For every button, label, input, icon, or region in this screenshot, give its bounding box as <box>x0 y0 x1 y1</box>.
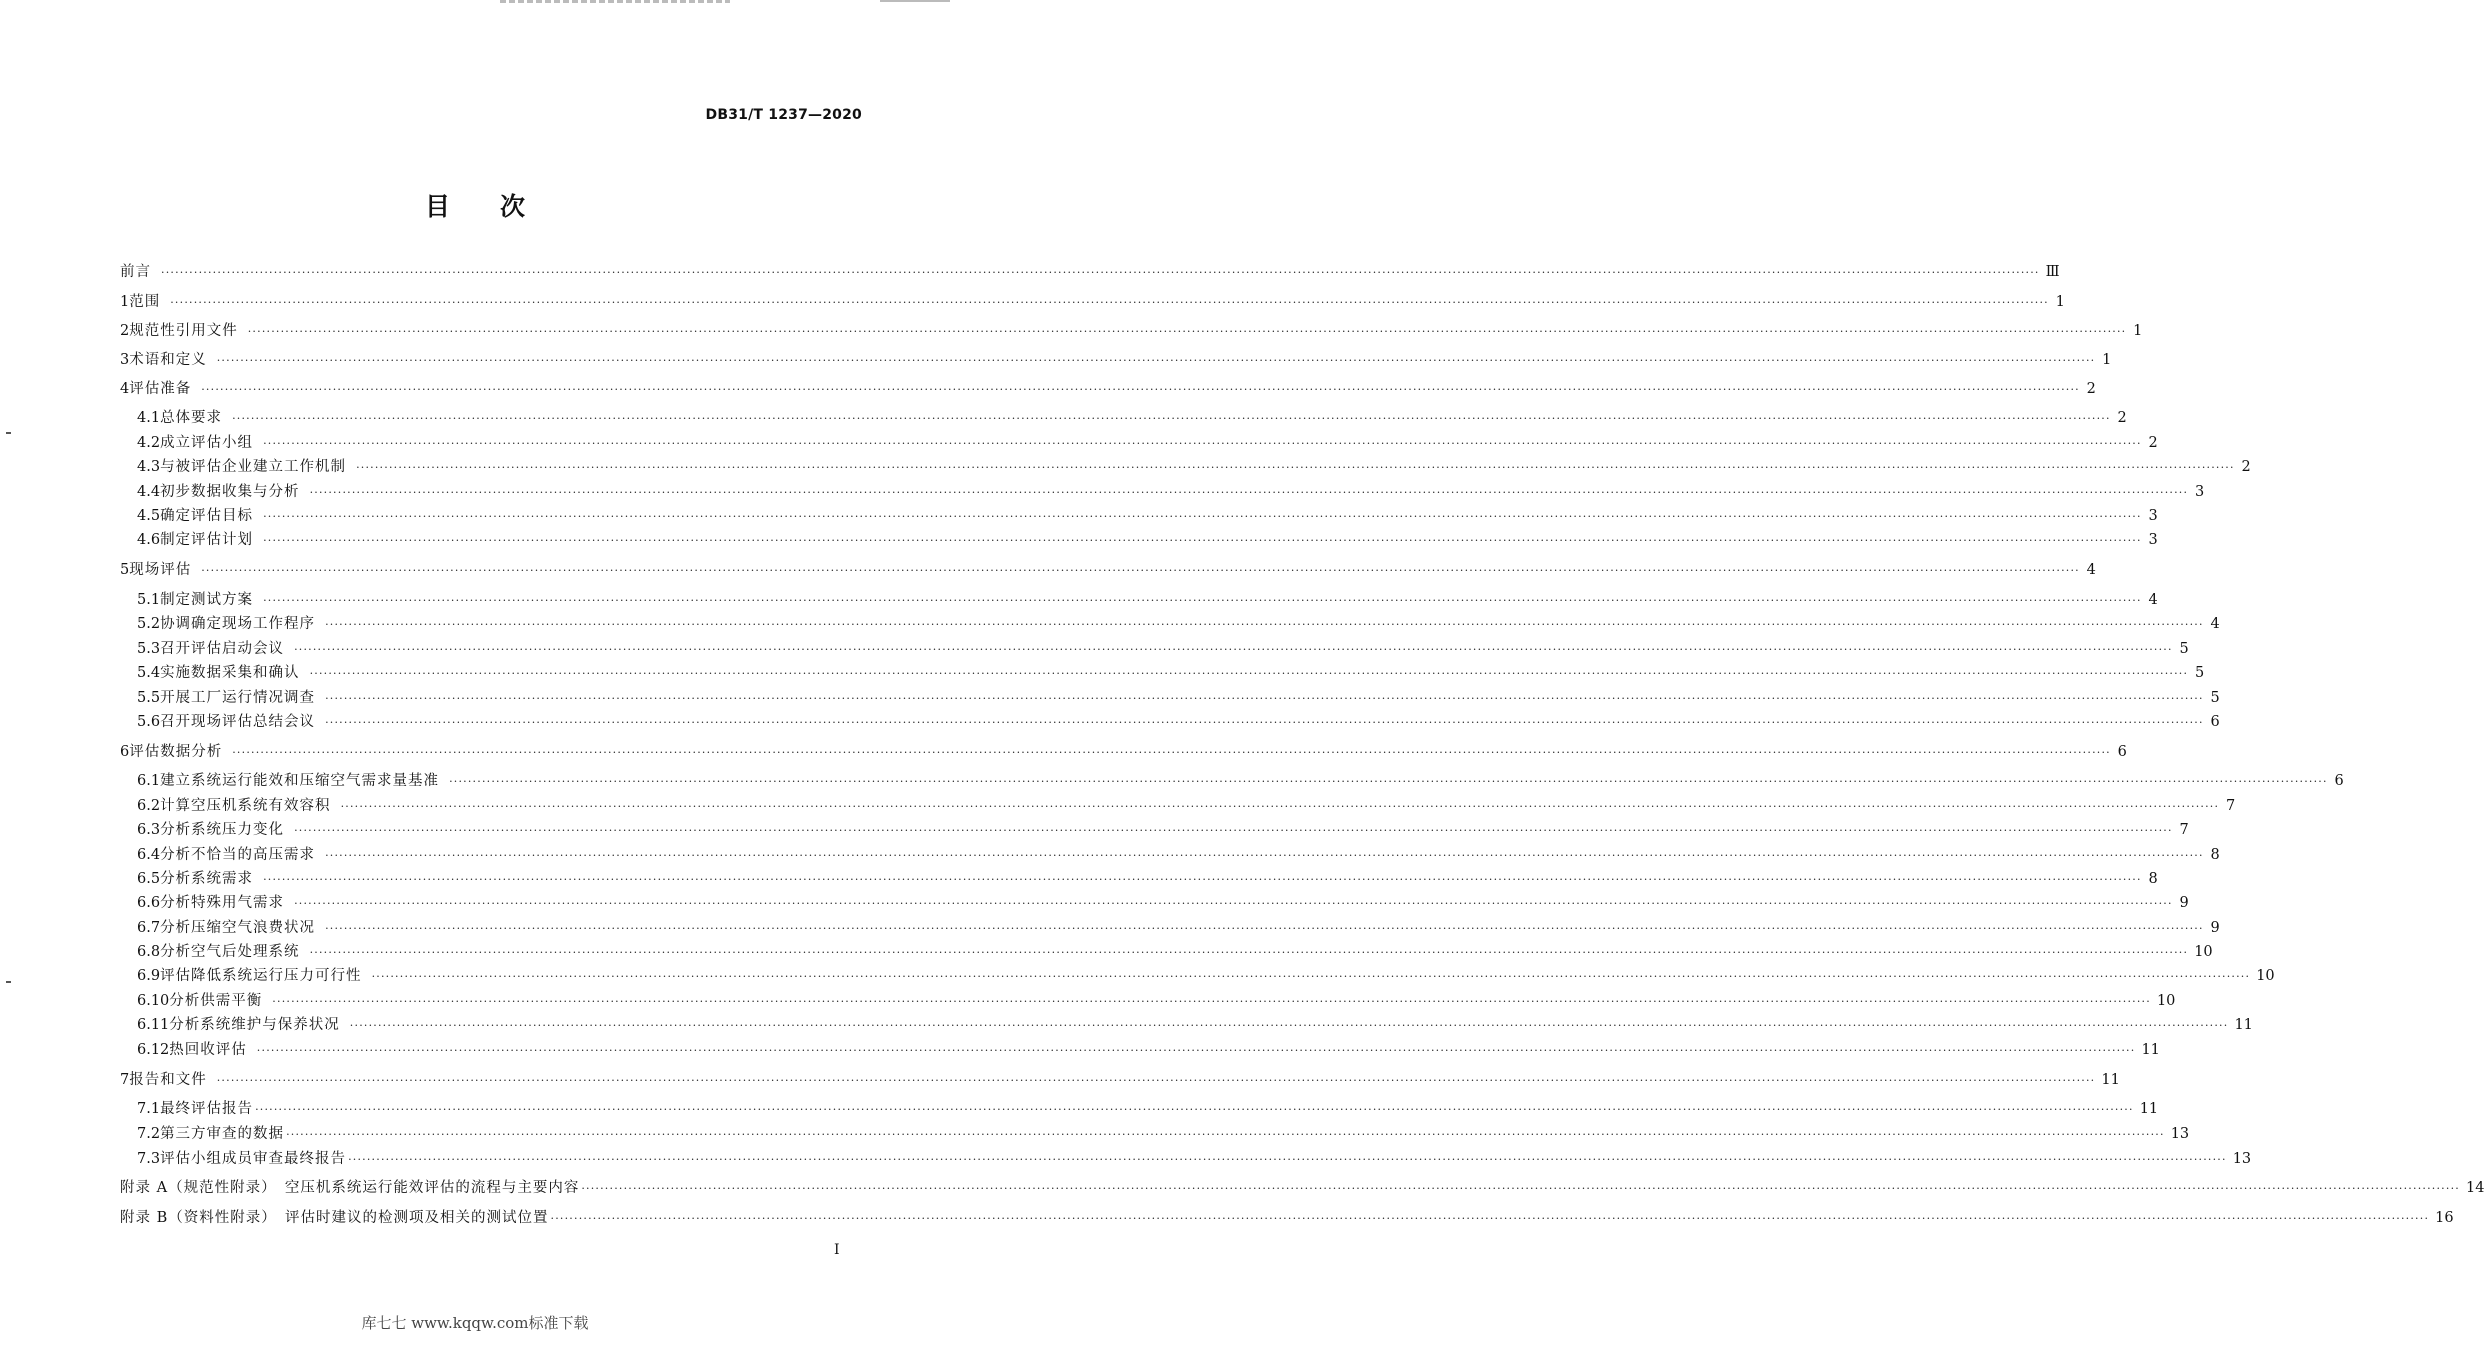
toc-entry-number: 6.5 <box>137 871 161 887</box>
toc-entry[interactable] <box>137 614 2220 634</box>
toc-entry-number: 5.6 <box>137 714 161 730</box>
footer-watermark: 库七七 www.kqqw.com标准下载 <box>361 1314 589 1332</box>
toc-entry-number: 4.4 <box>137 484 161 500</box>
toc-entry-label: 建立系统运行能效和压缩空气需求量基准 <box>160 773 440 789</box>
toc-entry[interactable] <box>137 457 2251 477</box>
toc-entry[interactable] <box>137 530 2158 550</box>
toc-leader-dots: ················································································································································································································································································································································································································ <box>325 849 2204 862</box>
toc-entry[interactable] <box>137 482 2205 502</box>
page-number: I <box>834 1242 840 1258</box>
toc-leader-dots: ················································································································································································································································································································································································································ <box>256 1044 2136 1057</box>
toc-entry[interactable] <box>137 991 2176 1011</box>
title-char: 目 <box>424 192 450 221</box>
toc-entry-page: 5 <box>2179 641 2189 657</box>
toc-entry-label: 范围 <box>129 294 161 310</box>
toc-entry-page: 4 <box>2086 562 2096 578</box>
toc-entry-page: 5 <box>2194 665 2205 681</box>
toc-entry-page: 4 <box>2210 616 2220 632</box>
toc-entry-number: 2 <box>120 323 130 339</box>
toc-entry-number: 6.9 <box>137 968 161 984</box>
toc-entry-page: 2 <box>2241 459 2251 475</box>
toc-entry[interactable] <box>120 379 2096 399</box>
toc-entry[interactable] <box>137 688 2220 708</box>
toc-entry-page: 11 <box>2101 1072 2120 1088</box>
toc-entry[interactable] <box>137 408 2127 428</box>
toc-entry-label: 制定测试方案 <box>160 592 254 608</box>
toc-entry-label: 分析压缩空气浪费状况 <box>160 920 316 936</box>
toc-entry[interactable] <box>120 350 2112 370</box>
toc-entry-label: 附录 B（资料性附录） 评估时建议的检测项及相关的测试位置 <box>120 1210 549 1226</box>
toc-entry-label: 分析系统维护与保养状况 <box>169 1017 340 1033</box>
toc-entry[interactable] <box>120 262 2060 282</box>
toc-entry-page: 4 <box>2148 592 2158 608</box>
toc-entry-page: 2 <box>2086 381 2096 397</box>
toc-entry-number: 5 <box>120 562 130 578</box>
toc-leader-dots: ················································································································································································································································································································································································································ <box>371 970 2251 983</box>
toc-leader-dots: ················································································································································································································································································································································································································ <box>325 716 2204 729</box>
toc-entry-page: 13 <box>2232 1151 2252 1167</box>
toc-entry-number: 6.6 <box>137 895 161 911</box>
toc-entry[interactable] <box>120 742 2127 762</box>
toc-leader-dots: ················································································································································································································································································································································································································ <box>247 325 2127 338</box>
toc-entry-number: 7.1 <box>137 1101 161 1117</box>
toc-entry[interactable] <box>137 845 2220 865</box>
toc-leader-dots: ················································································································································································································································································································································································································ <box>232 412 2111 425</box>
toc-entry-number: 5.5 <box>137 690 161 706</box>
toc-entry-number: 3 <box>120 352 130 368</box>
toc-leader-dots: ················································································································································································································································································································································································································ <box>170 296 2049 309</box>
toc-leader-dots: ················································································································································································································································································································································································································ <box>349 1019 2229 1032</box>
toc-entry-number: 6.8 <box>137 944 161 960</box>
toc-entry-number: 4.3 <box>137 459 161 475</box>
toc-leader-dots: ················································································································································································································································································································································································································ <box>356 461 2235 474</box>
toc-entry-number: 6.2 <box>137 798 161 814</box>
toc-entry-label: 召开评估启动会议 <box>160 641 285 657</box>
toc-entry-label: 分析系统压力变化 <box>160 822 285 838</box>
toc-leader-dots: ················································································································································································································································································································································································································ <box>309 946 2189 959</box>
toc-entry-number: 6.11 <box>137 1017 170 1033</box>
toc-entry-page: 8 <box>2148 871 2158 887</box>
toc-leader-dots: ················································································································································································································································································································································································································ <box>294 824 2173 837</box>
toc-entry-number: 5.4 <box>137 665 161 681</box>
toc-leader-dots: ················································································································································································································································································································································································································ <box>581 1182 2460 1195</box>
toc-entry-page: 9 <box>2179 895 2189 911</box>
toc-entry-page: 7 <box>2225 798 2236 814</box>
toc-entry[interactable] <box>137 1015 2253 1035</box>
toc-entry[interactable] <box>137 506 2158 526</box>
toc-entry-label: 召开现场评估总结会议 <box>160 714 316 730</box>
toc-entry-number: 6.3 <box>137 822 161 838</box>
toc-entry-page: 3 <box>2148 532 2158 548</box>
toc-leader-dots: ················································································································································································································································································································································································································ <box>325 692 2204 705</box>
toc-entry-label: 计算空压机系统有效容积 <box>160 798 331 814</box>
toc-entry-label: 分析系统需求 <box>160 871 254 887</box>
toc-entry-label: 分析供需平衡 <box>169 993 263 1009</box>
scan-speck <box>6 981 11 983</box>
toc-entry-number: 6.4 <box>137 847 161 863</box>
toc-entry-label: 术语和定义 <box>129 352 207 368</box>
toc-entry-page: 6 <box>2117 744 2127 760</box>
toc-entry-number: 4.6 <box>137 532 161 548</box>
toc-entry-label: 协调确定现场工作程序 <box>160 616 316 632</box>
toc-entry-number: 6.7 <box>137 920 161 936</box>
toc-entry-label: 评估准备 <box>129 381 192 397</box>
toc-entry[interactable] <box>120 1208 2454 1228</box>
toc-leader-dots: ················································································································································································································································································································································································································ <box>294 643 2173 656</box>
toc-entry-page: 2 <box>2117 410 2127 426</box>
toc-entry[interactable] <box>120 1070 2120 1090</box>
toc-entry-page: 8 <box>2210 847 2220 863</box>
toc-entry[interactable] <box>137 663 2205 683</box>
toc-entry[interactable] <box>137 820 2189 840</box>
toc-entry-number: 4 <box>120 381 130 397</box>
toc-entry[interactable] <box>137 966 2275 986</box>
toc-entry-number: 6 <box>120 744 130 760</box>
page-title <box>0 187 950 223</box>
toc-entry[interactable] <box>137 796 2236 816</box>
toc-entry-number: 6.12 <box>137 1042 170 1058</box>
toc-entry-label: 报告和文件 <box>129 1072 207 1088</box>
toc-leader-dots: ················································································································································································································································································································································································································ <box>201 564 2080 577</box>
toc-leader-dots: ················································································································································································································································································································································································································ <box>340 800 2220 813</box>
toc-leader-dots: ················································································································································································································································································································································································································ <box>263 534 2142 547</box>
toc-entry[interactable] <box>120 1178 2484 1198</box>
toc-leader-dots: ················································································································································································································································································································································································································ <box>255 1103 2134 1116</box>
toc-entry-number: 1 <box>120 294 130 310</box>
scan-artifact-right <box>880 0 950 2</box>
scan-artifact-top <box>500 0 730 3</box>
toc-leader-dots: ················································································································································································································································································································································································································ <box>294 897 2173 910</box>
toc-entry-page: 5 <box>2210 690 2220 706</box>
scan-speck <box>6 432 11 434</box>
toc-leader-dots: ················································································································································································································································································································································································································ <box>263 437 2142 450</box>
toc-entry[interactable] <box>137 918 2220 938</box>
toc-entry-page: 16 <box>2435 1210 2454 1226</box>
toc-entry-page: 11 <box>2141 1042 2160 1058</box>
toc-entry-number: 4.5 <box>137 508 161 524</box>
toc-leader-dots: ················································································································································································································································································································································································································ <box>161 266 2040 279</box>
toc-entry-label: 第三方审查的数据 <box>160 1126 285 1142</box>
toc-entry-label: 确定评估目标 <box>160 508 254 524</box>
toc-entry-label: 与被评估企业建立工作机制 <box>160 459 347 475</box>
toc-entry-label: 初步数据收集与分析 <box>160 484 300 500</box>
toc-entry[interactable] <box>120 292 2065 312</box>
toc-entry[interactable] <box>137 1124 2190 1144</box>
toc-entry-number: 5.1 <box>137 592 161 608</box>
toc-leader-dots: ················································································································································································································································································································································································································ <box>325 618 2204 631</box>
toc-entry-number: 6.10 <box>137 993 170 1009</box>
toc-entry-page: 6 <box>2210 714 2220 730</box>
toc-entry[interactable] <box>137 1099 2159 1119</box>
toc-leader-dots: ················································································································································································································································································································································································································ <box>263 510 2142 523</box>
toc-entry-label: 现场评估 <box>129 562 192 578</box>
toc-entry[interactable] <box>137 590 2158 610</box>
toc-entry-label: 总体要求 <box>160 410 223 426</box>
toc-entry-page: 1 <box>2102 352 2112 368</box>
toc-leader-dots: ················································································································································································································································································································································································································ <box>449 775 2328 788</box>
toc-entry-page: 9 <box>2210 920 2220 936</box>
toc-entry-number: 7.2 <box>137 1126 161 1142</box>
title-char: 次 <box>500 192 526 221</box>
toc-entry-page: 10 <box>2256 968 2275 984</box>
toc-entry[interactable] <box>137 942 2213 962</box>
toc-entry-page: 2 <box>2148 435 2158 451</box>
toc-leader-dots: ················································································································································································································································································································································································································ <box>309 667 2189 680</box>
toc-entry-label: 制定评估计划 <box>160 532 254 548</box>
toc-entry-number: 4.2 <box>137 435 161 451</box>
toc-entry-page: 3 <box>2194 484 2205 500</box>
toc-leader-dots: ················································································································································································································································································································································································································ <box>550 1212 2430 1225</box>
toc-entry-label: 评估数据分析 <box>129 744 223 760</box>
toc-entry-page: 3 <box>2148 508 2158 524</box>
toc-entry-label: 评估小组成员审查最终报告 <box>160 1151 347 1167</box>
toc-leader-dots: ················································································································································································································································································································································································································ <box>216 1074 2096 1087</box>
toc-entry-label: 热回收评估 <box>169 1042 247 1058</box>
toc-entry-label: 分析不恰当的高压需求 <box>160 847 316 863</box>
toc-leader-dots: ················································································································································································································································································································································································································ <box>348 1153 2227 1166</box>
toc-entry-label: 评估降低系统运行压力可行性 <box>160 968 362 984</box>
toc-entry-label: 最终评估报告 <box>160 1101 254 1117</box>
toc-entry-label: 规范性引用文件 <box>129 323 238 339</box>
toc-entry[interactable] <box>137 712 2220 732</box>
toc-leader-dots: ················································································································································································································································································································································································································ <box>325 922 2204 935</box>
toc-entry[interactable] <box>120 321 2143 341</box>
toc-entry-label: 附录 A（规范性附录） 空压机系统运行能效评估的流程与主要内容 <box>120 1180 580 1196</box>
toc-leader-dots: ················································································································································································································································································································································································································ <box>263 594 2142 607</box>
toc-entry-number: 7 <box>120 1072 130 1088</box>
toc-entry-page: 13 <box>2170 1126 2190 1142</box>
toc-entry[interactable] <box>137 1040 2160 1060</box>
toc-entry-page: 6 <box>2334 773 2344 789</box>
standard-code: DB31/T 1237—2020 <box>705 107 862 123</box>
toc-leader-dots: ················································································································································································································································································································································································································ <box>272 995 2151 1008</box>
toc-entry-label: 成立评估小组 <box>160 435 254 451</box>
toc-entry-page: 1 <box>2133 323 2143 339</box>
toc-entry-label: 开展工厂运行情况调查 <box>160 690 316 706</box>
toc-leader-dots: ················································································································································································································································································································································································································ <box>201 383 2080 396</box>
toc-entry-page: 7 <box>2179 822 2189 838</box>
toc-entry-page: 1 <box>2055 294 2065 310</box>
toc-entry-page: 10 <box>2194 944 2213 960</box>
toc-entry[interactable] <box>137 1149 2252 1169</box>
toc-entry[interactable] <box>137 893 2189 913</box>
toc-leader-dots: ················································································································································································································································································································································································································ <box>232 746 2111 759</box>
toc-entry-label: 前言 <box>120 264 151 280</box>
toc-entry[interactable] <box>137 433 2158 453</box>
toc-entry-number: 6.1 <box>137 773 161 789</box>
toc-entry-label: 分析空气后处理系统 <box>160 944 300 960</box>
toc-leader-dots: ················································································································································································································································································································································································································ <box>263 873 2142 886</box>
toc-entry[interactable] <box>137 771 2344 791</box>
toc-entry[interactable] <box>137 639 2189 659</box>
toc-entry-number: 5.2 <box>137 616 161 632</box>
toc-entry-page: 11 <box>2234 1017 2253 1033</box>
toc-leader-dots: ················································································································································································································································································································································································································ <box>216 354 2096 367</box>
toc-entry-page: 14 <box>2465 1180 2484 1196</box>
toc-entry-label: 实施数据采集和确认 <box>160 665 300 681</box>
toc-entry-number: 4.1 <box>137 410 161 426</box>
toc-entry-page: 11 <box>2139 1101 2159 1117</box>
toc-leader-dots: ················································································································································································································································································································································································································ <box>309 486 2189 499</box>
toc-leader-dots: ················································································································································································································································································································································································································ <box>286 1128 2165 1141</box>
toc-entry[interactable] <box>120 560 2096 580</box>
toc-entry-number: 7.3 <box>137 1151 161 1167</box>
toc-entry-page: Ⅲ <box>2045 264 2060 280</box>
toc-entry[interactable] <box>137 869 2158 889</box>
toc-entry-label: 分析特殊用气需求 <box>160 895 285 911</box>
toc-entry-page: 10 <box>2156 993 2176 1009</box>
toc-entry-number: 5.3 <box>137 641 161 657</box>
